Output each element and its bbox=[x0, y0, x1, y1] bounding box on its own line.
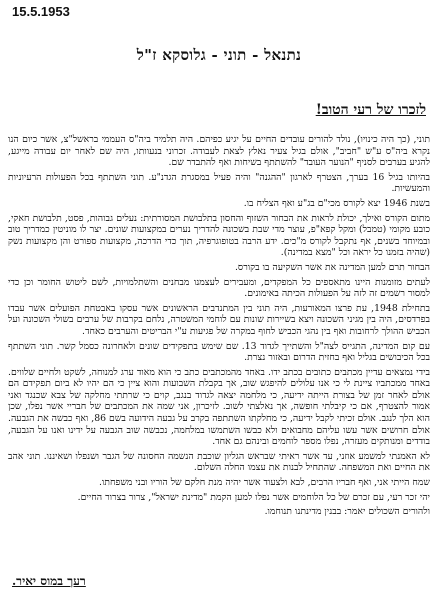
body-paragraph: יהי זכר רעי, עם זכרם של כל הלוחמים אשר נפלו למען הקמת "מדינת ישראל", צרור בצרור החיים. bbox=[77, 491, 430, 503]
letter-subtitle: לזכרו של רעי הטוב! bbox=[315, 102, 426, 118]
letter-signature: רעך במוס יאיר. bbox=[12, 574, 86, 588]
body-paragraph: מתום הקורס ואילך, יכולת לראות את הבחור השזוף והחסון בתלבושת המסורתית: נעלים גבוהות, פסט, תלבושת חאקי, כובע מקומי (טמבל) ומקל קפא"פ, עוצר מדי שבת בשכונה להדריך נערים במקצועות שונים. יצר לו מוניטין כמדריך טוב ובמיוחד בשנים, אף נתקבל לקורס מ"כים. ידע הרבה בטופוגרפיה, תוך כדי הדרכה, מקצועות ספורט והן מקצועות נשק (שהיה בזמנו כל יראה וכל "מצא במדינה). bbox=[8, 212, 430, 259]
body-paragraph: בידי נמצאים עדיין מכתבים כתובים בכתב ידו. באחד מהמכתבים כתב כי הוא מאוד ערג למנוחה, לשקט ולחיים שלווים. באחד ממכתביו ציינת לי כי אנו עלולים להיפגש שוב, אך בקבלת השבועות והוא ציין כי הם יהיו לא ביום תפקידם הם אולם לאחר זמן של בצורת הייתה ידיעה, כי מלחמה יצאה לגדוד בנגב, קוים כי שרתתי מחלקה של צבא שכנגד ואני אמור להצטרף, אם כי קיבלתי חופשה, אך נאלצתי לשוב. לזיכרון, אני שמה את המכתבים של חבריי אשר נפלו, שכן הוא הלך לנגב. אולם זכיתי לקבל ידיעה, כי מחלקתו השתתפה בקרב על גבעה הידועה בשם 86, ואף כבשה את הגבעה. אולם חרושים אשר עשו עליהם מחבואים ולא כבשו השתמשו במלחמה, נכבשה שוב הגבעה על ידינו ואנו על הגבעה, בודדים ומנותקים מעזרה, נפלו מספר לוחמים ובינהם גם אחד. bbox=[8, 366, 430, 448]
body-paragraph: בשנת 1946 יצא לקורס מכי"ם בג"ע ואף הצליח בו. bbox=[243, 197, 430, 209]
body-paragraph: שמח הייתי אני, ואף חבריו הרבים, לבא ולצעוד אשר יהיה מנת חלקם של הוריו ובני משפחתו. bbox=[98, 477, 430, 489]
body-paragraph: ולהורים השכולים יאמר: בבנין מדינתנו תנוחמו. bbox=[264, 506, 430, 518]
body-paragraph: הבחור תרם למען המדינה את אשר השקיעה בו בקורס. bbox=[234, 261, 430, 273]
body-paragraph: לא האמנתי למשמע אוזני, עד אשר ראיתי שבראש הגליון שוכבת הנשמה החסונה של הגבר ושנפלו ושאיננו. תוני אהב את החיים ואת המשפחה. שהתחיל לבנות את עצמו החלה השלום. bbox=[8, 450, 430, 474]
letter-body bbox=[8, 134, 430, 521]
letter-date: 15.5.1953 bbox=[12, 4, 70, 19]
body-paragraph: בתחילת 1948, עת פרצו המאורעות, היה תוני בין המתנדבים הראשונים אשר עסקו באבטחת הפועלים אשר עבדו בפרדסים, היה בין מגיני השכונה ויצא בשיירות שונות עם לוחמי המשטרה, נלחם בקרבות של ערבים בשולי השכונה ועל הכביש ההולך לרחובות ואף בין נהגי הכביש לחוף במקרה של פגיעות ע"י הבריטים והערבים כאחד. bbox=[8, 302, 430, 337]
letter-title: נתנאל - תוני - גלוסקא ז"ל bbox=[136, 46, 302, 64]
body-paragraph: לעתים מזומנות היינו מתאספים כל המפקדים, ומעבירים לעצמנו מבחנים והשתלמויות, לשם ליטוש החומר וכן כדי למסור רשמים זה לזה על הפעולות הכיתה באימונים. bbox=[8, 276, 430, 300]
body-paragraph: תוני, (כך היה כינויו), נולד להורים עובדים החיים על יגיע כפיהם. היה תלמיד ביה"ס העממי בראשל"צ, אשר כיום הנו נקרא ביה"ס ע"ש "חביב", אולם בגיל צעיר נאלץ לצאת לעבודה. זכרוני בנעוותו, היה שם לאחר יום עבודה מייגע, להגיע בערבים לסניף "הנוער העובד" להשתתף בשיחות ואף להתבדר שם. bbox=[8, 134, 430, 169]
body-paragraph: בהיותו בגיל 16 בערך, הצטרף לארגון "ההגנה" והיה פעיל במסגרת הגדנ"ע. תוני השתתף בכל הפעולות הרעיוניות והמעשיות. bbox=[8, 171, 430, 195]
body-paragraph: עם קום המדינה, התגייס לצה"ל והשתייך לגדוד 13. שם שימש בתפקידים שונים ולאחרונה כסמל קשר. תוני השתתף בכל הכיבושים בגליל ואף בחזית הדרום ובאזור נצרת. bbox=[8, 340, 430, 364]
